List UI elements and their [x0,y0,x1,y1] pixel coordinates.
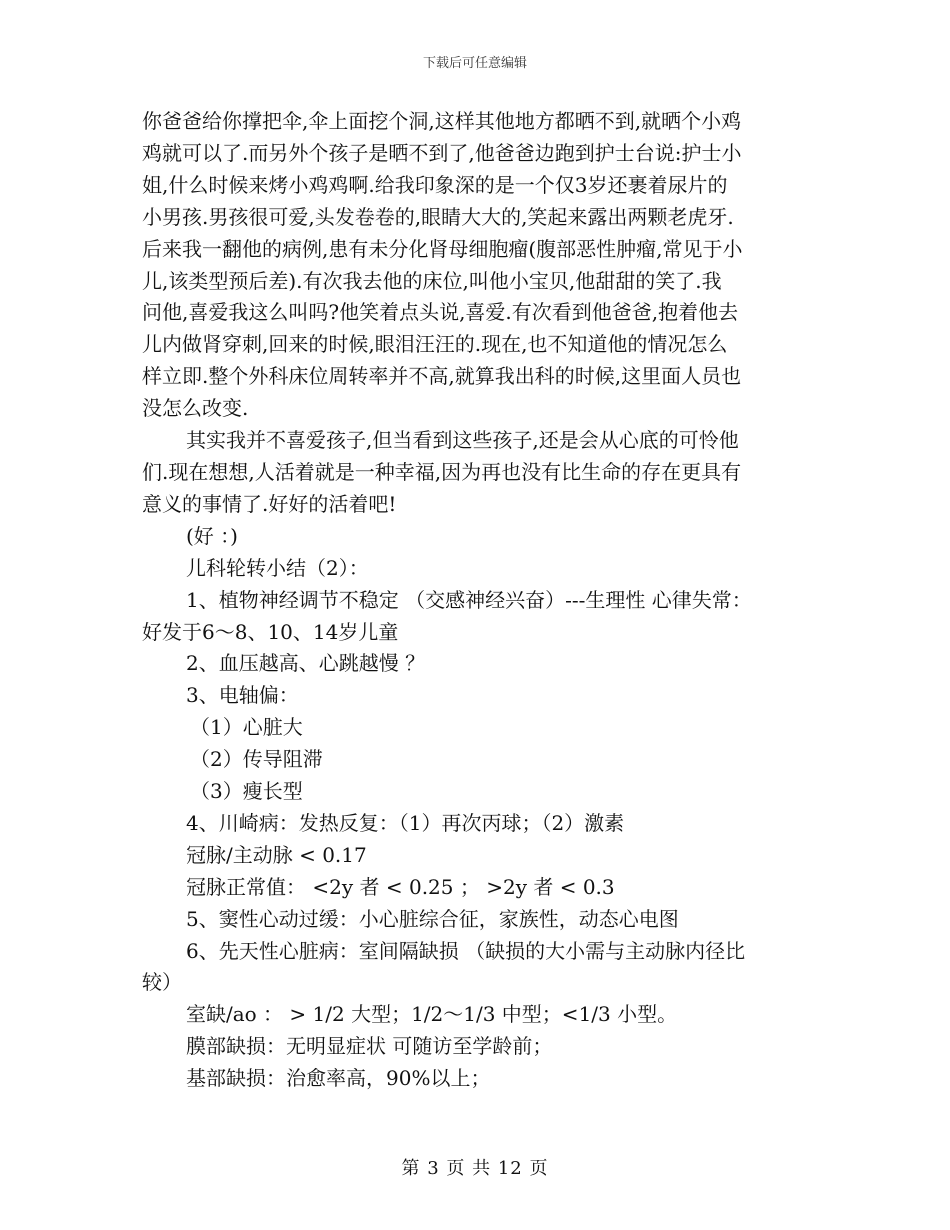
text-line: 意义的事情了.好好的活着吧! [142,491,397,516]
text-line: 问他,喜爱我这么叫吗?他笑着点头说,喜爱.有次看到他爸爸,抱着他去 [142,300,739,325]
list-item-detail: 冠脉正常值： <2y 者 < 0.25 ； >2y 者 < 0.3 [186,874,615,899]
text-line: 们.现在想想,人活着就是一种幸福,因为再也没有比生命的存在更具有 [142,459,742,484]
list-item: 2、血压越高、心跳越慢 ？ [186,651,426,676]
text-line: 后来我一翻他的病例,患有未分化肾母细胞瘤(腹部恶性肿瘤,常见于小 [142,236,743,261]
list-item-continuation: 较） [142,970,182,995]
document-body [142,106,812,1095]
list-item: 1、植物神经调节不稳定 （交感神经兴奋）---生理性 心律失常： [186,587,752,612]
text-line: 其实我并不喜爱孩子,但当看到这些孩子,还是会从心底的可怜他 [186,428,739,453]
text-line: 鸡就可以了.而另外个孩子是晒不到了,他爸爸边跑到护士台说:护士小 [142,140,742,165]
list-item-detail: 冠脉/主动脉 < 0.17 [186,842,367,867]
list-item: 5、窦性心动过缓：小心脏综合征，家族性，动态心电图 [186,906,679,931]
section-title: 儿科轮转小结（2）： [186,555,369,580]
paragraph-1 [142,106,812,425]
note-line: (好 ：) [186,523,238,548]
list-item-continuation: 好发于6～8、10、14岁儿童 [142,619,399,644]
page-footer: 第 3 页 共 12 页 [401,1158,549,1179]
list-item: 6、先天性心脏病：室间隔缺损 （缺损的大小需与主动脉内径比 [186,938,746,963]
text-line: 没怎么改变. [142,396,249,421]
sub-item: （2）传导阻滞 [190,747,323,772]
sub-item: （3）瘦长型 [190,779,303,804]
list-item: 4、川崎病：发热反复：（1）再次丙球；（2）激素 [186,810,625,835]
text-line: 样立即.整个外科床位周转率并不高,就算我出科的时候,这里面人员也 [142,364,742,389]
paragraph-2 [142,425,812,521]
sub-item: （1）心脏大 [190,715,303,740]
text-line: 儿,该类型预后差).有次我去他的床位,叫他小宝贝,他甜甜的笑了.我 [142,268,722,293]
list-item-detail: 室缺/ao ： > 1/2 大型；1/2～1/3 中型；<1/3 小型。 [186,1002,678,1027]
text-line: 你爸爸给你撑把伞,伞上面挖个洞,这样其他地方都晒不到,就晒个小鸡 [142,109,742,133]
text-line: 小男孩.男孩很可爱,头发卷卷的,眼睛大大的,笑起来露出两颗老虎牙. [142,204,734,229]
list-item-detail: 基部缺损：治愈率高，90%以上； [186,1066,491,1091]
page-header: 下载后可任意编辑 [422,56,527,71]
text-line: 儿内做肾穿刺,回来的时候,眼泪汪汪的.现在,也不知道他的情况怎么 [142,332,728,357]
text-line: 姐,什么时候来烤小鸡鸡啊.给我印象深的是一个仅3岁还裹着尿片的 [142,172,728,197]
list-item-detail: 膜部缺损：无明显症状 可随访至学龄前； [186,1034,553,1059]
list-item: 3、电轴偏： [186,683,299,708]
